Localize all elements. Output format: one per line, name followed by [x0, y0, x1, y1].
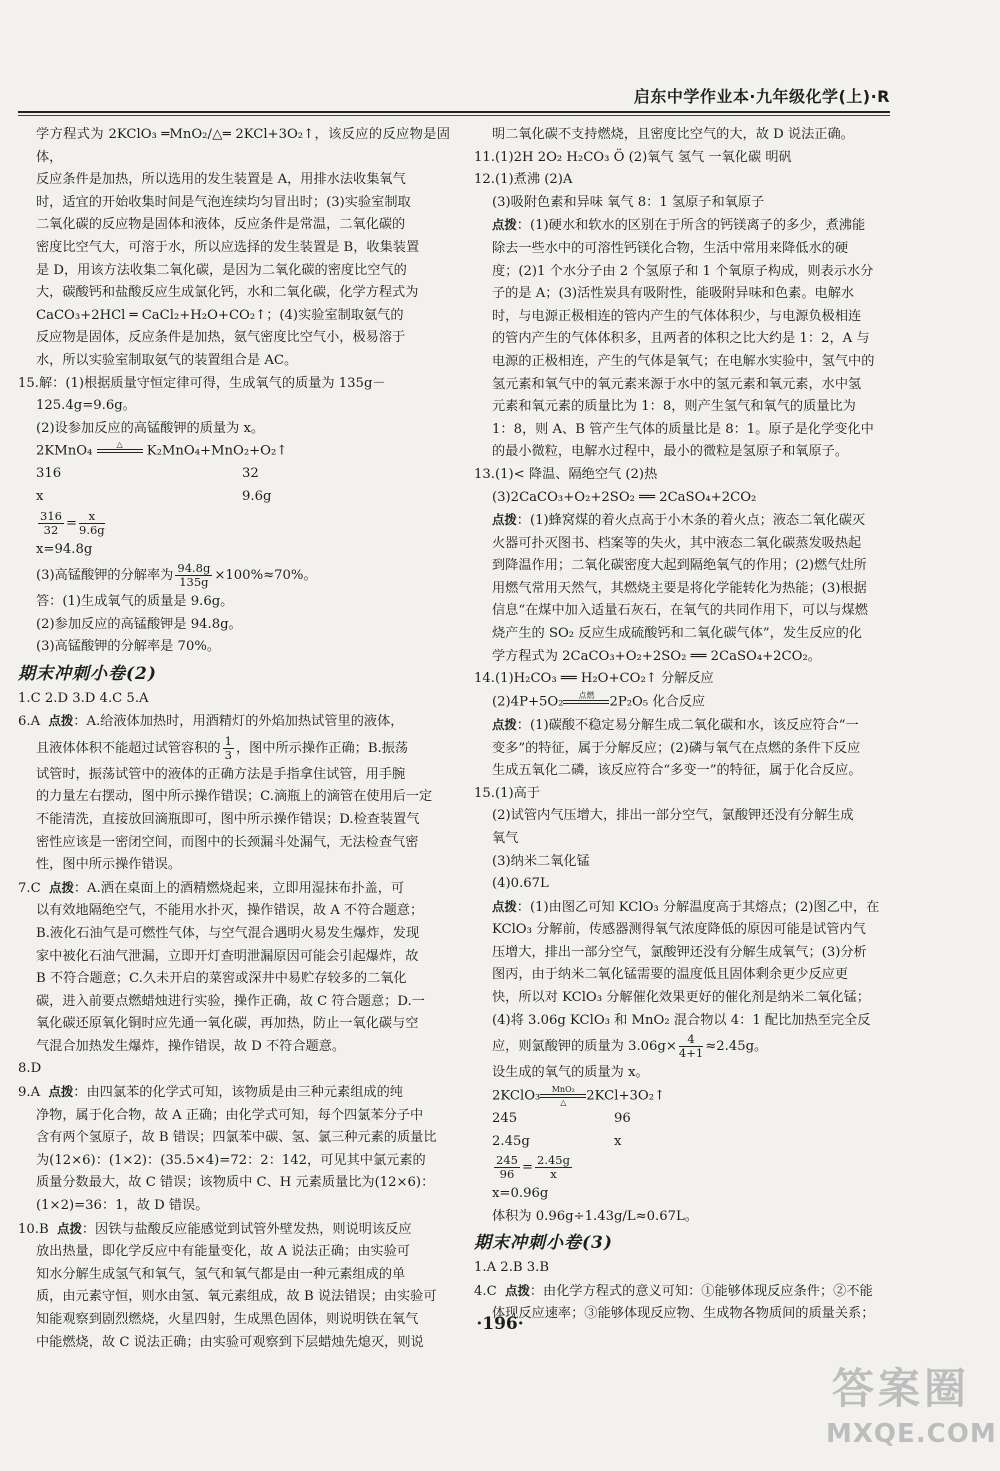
q6-line: 性，图中所示操作错误。 [36, 857, 182, 873]
q13-line: 火器可扑灭图书、档案等的失火，其中液态二氧化碳蒸发吸热起 [492, 535, 862, 551]
q7-line: 碳，进入前要点燃蜡烛进行实验，操作正确，故 C 符合题意；D.一 [36, 993, 425, 1009]
header-rule [18, 111, 890, 113]
q7-line: 7.C 点拨：A.洒在桌面上的酒精燃烧起来，立即用湿抹布扑盖，可 [18, 879, 405, 896]
q15r-values: 2.45g x [492, 1133, 622, 1149]
section-title: 期末冲刺小卷(3) [474, 1233, 613, 1254]
text-line: 反应条件是加热，所以选用的发生装置是 A，用排水法收集氧气 [36, 172, 406, 188]
q13-line: 用燃气常用天然气，其燃烧主要是将化学能转化为热能；(3)根据 [492, 580, 867, 596]
q10-line: 知水分解生成氢气和氧气，氢气和氧气都是由一种元素组成的单 [36, 1266, 406, 1282]
q4-line: 体现反应速率；③能够体现反应物、生成物各物质间的质量关系； [492, 1306, 875, 1322]
q12-line: 氢元素和氧气中的氧元素来源于水中的氢元素和氧元素，水中氢 [492, 376, 862, 392]
q7-line: B 不符合题意；C.久未开启的菜窖或深井中易贮存较多的二氧化 [36, 971, 407, 987]
q15-line: 15.解：(1)根据质量守恒定律可得，生成氧气的质量为 135g－ [18, 375, 386, 391]
q15r-line: 氧气 [492, 830, 519, 846]
q9-line: 净物，属于化合物，故 A 正确；由化学式可知，每个四氯苯分子中 [36, 1107, 424, 1123]
text-line: 大，碳酸钙和盐酸反应生成氯化钙，水和二氧化碳，化学方程式为 [36, 285, 419, 301]
q15-values: x 9.6g [36, 489, 272, 504]
q15r-line: KClO₃ 分解前，传感器测得氧气浓度降低的原因可能是试管内气 [492, 922, 866, 938]
q15r-result: x=0.96g [492, 1186, 549, 1202]
watermark-url: MXQE.COM [826, 1419, 997, 1449]
q10-line: 10.B 点拨：因铁与盐酸反应能感觉到试管外壁发热，则说明该反应 [18, 1220, 412, 1237]
q13-line: 13.(1)< 降温、隔绝空气 (2)热 [474, 466, 658, 482]
text-line: 反应物是固体，反应条件是加热，氨气密度比空气小，极易溶于 [36, 330, 406, 346]
q12-line: 除去一些水中的可溶性钙镁化合物，生活中常用来降低水的硬 [492, 240, 849, 256]
q14-line: 14.(1)H₂CO₃ ══ H₂O+CO₂↑ 分解反应 [474, 671, 714, 687]
q15r-line: (2)试管内气压增大，排出一部分空气，氯酸钾还没有分解生成 [492, 808, 854, 824]
q15-result: x=94.8g [36, 541, 93, 557]
q9-line: 为(12×6)：(1×2)：(35.5×4)=72：2：142，可见其中氯元素的 [36, 1152, 426, 1168]
left-column [18, 124, 450, 1354]
q9-line: 9.A 点拨：由四氯苯的化学式可知，该物质是由三种元素组成的纯 [18, 1084, 403, 1101]
mc-answers: 1.A 2.B 3.B [474, 1259, 550, 1275]
page-number: ·196· [476, 1314, 524, 1334]
q12-line: 点拨：(1)硬水和软水的区别在于所含的钙镁离子的多少，煮沸能 [492, 217, 866, 234]
q14-line: 变多”的特征，属于分解反应；(2)磷与氧气在点燃的条件下反应 [492, 740, 861, 756]
q15r-line: 设生成的氧气的质量为 x。 [492, 1065, 649, 1081]
q11-line: 11.(1)2H 2O₂ H₂CO₃ Ö (2)氧气 氢气 一氧化碳 明矾 [474, 149, 792, 165]
q6-line: 6.A 点拨：A.给液体加热时，用酒精灯的外焰加热试管里的液体， [18, 713, 404, 730]
q13-line: (3)2CaCO₃+O₂+2SO₂ ══ 2CaSO₄+2CO₂ [492, 489, 757, 505]
q12-line: 12.(1)煮沸 (2)A [474, 172, 573, 188]
q15-rate: (3)高锰酸钾的分解率为 $\frac{94.8g}{135g}$ ×100%≈70%。 [36, 561, 317, 590]
q6-line: 且液体体积不能超过试管容积的 $\frac{1}{3}$ ，图中所示操作正确；B.振荡 [36, 733, 409, 762]
text-line: 学方程式为 2KClO₃ ═MnO₂/△═ 2KCl+3O₂↑，该反应的反应物是固体， [36, 127, 450, 165]
q9-line: 含有两个氢原子，故 B 错误；四氯苯中碳、氢、氯三种元素的质量比 [36, 1130, 437, 1146]
section-title: 期末冲刺小卷(2) [18, 663, 157, 684]
q14-line: 点拨：(1)碳酸不稳定易分解生成二氧化碳和水，该反应符合“一 [492, 716, 859, 733]
q15r-line: 点拨：(1)由图乙可知 KClO₃ 分解温度高于其熔点；(2)图乙中，在 [492, 898, 880, 915]
answer-line: (3)高锰酸钾的分解率是 70%。 [36, 639, 221, 655]
q12-line: 的管内产生的气体体积多，且两者的体积之比大约是 1：2，A 与 [492, 331, 870, 347]
q15-line: (2)设参加反应的高锰酸钾的质量为 x。 [36, 420, 265, 436]
q6-line: 密性应该是一密闭空间，而图中的长颈漏斗处漏气，无法检查气密 [36, 834, 419, 850]
header-rule-thin [18, 115, 890, 116]
q6-line: 不能清洗，直接放回滴瓶即可，图中所示操作错误；D.检查装置气 [36, 811, 420, 827]
q7-line: 家中被化石油气泄漏，立即开灯查明泄漏原因可能会引起爆炸，故 [36, 948, 419, 964]
q12-line: 元素和氧元素的质量比为 1：8，则产生氢气和氧气的质量比为 [492, 399, 856, 415]
q6-line: 的力量左右摆动，图中所示操作错误；C.滴瓶上的滴管在使用后一定 [36, 789, 433, 805]
q15r-volume: 体积为 0.96g÷1.43g/L≈0.67L。 [492, 1208, 698, 1224]
q12-line: 电源的正极相连，产生的气体是氧气；在电解水实验中，氢气中的 [492, 353, 875, 369]
q14-equation: (2)4P+5O₂ 点燃 2P₂O₅ 化合反应 [474, 691, 888, 714]
q15r-line: (3)纳米二氧化锰 [492, 853, 590, 869]
text-line: CaCO₃+2HCl ═ CaCl₂+H₂O+CO₂↑；(4)实验室制取氨气的 [36, 307, 404, 323]
q15r-equation: 2KClO₃ MnO₂ △ 2KCl+3O₂↑ [492, 1084, 666, 1107]
q10-line: 中能燃烧，故 C 说法正确；由实验可观察到下层蜡烛先熄灭，则说 [36, 1334, 424, 1350]
q15-equation: 2KMnO₄ △ K₂MnO₄+MnO₂+O₂↑ [18, 440, 450, 463]
q10-line: 放出热量，即化学反应中有能量变化，故 A 说法正确；由实验可 [36, 1244, 410, 1260]
watermark-logo: 答案圈 [831, 1364, 970, 1413]
q13-line: 烧产生的 SO₂ 反应生成硫酸钙和二氧化碳气体”，发生反应的化 [492, 626, 862, 642]
answer-line: (2)参加反应的高锰酸钾是 94.8g。 [36, 616, 242, 632]
text-line: 时，适宜的开始收集时间是气泡连续均匀冒出时；(3)实验室制取 [36, 194, 411, 210]
right-column [474, 124, 888, 1326]
mc-answers: 1.C 2.D 3.D 4.C 5.A [18, 690, 149, 706]
reaction-arrow: △ [97, 440, 143, 462]
q15r-line: 图丙，由于纳米二氧化锰需要的温度低且固体剩余更少反应更 [492, 967, 849, 983]
reaction-arrow: MnO₂ △ [540, 1085, 586, 1107]
text-line: 明二氧化碳不支持燃烧，且密度比空气的大，故 D 说法正确。 [492, 127, 854, 142]
q12-line: 的最小微粒，电解水过程中，最小的微粒是氢原子和氧原子。 [492, 444, 849, 460]
q14-line: 生成五氧化二磷，该反应符合“多变一”的特征，属于化合反应。 [492, 763, 862, 779]
q15r-proportion: $\frac{245}{96}$ = $\frac{2.45g}{x}$ [496, 1153, 570, 1182]
q15r-line: (4)将 3.06g KClO₃ 和 MnO₂ 混合物以 4：1 配比加热至完全反 [492, 1012, 871, 1028]
q9-line: 质量分数最大，故 C 错误；该物质中 C、H 元素质量比为(12×6)： [36, 1175, 435, 1191]
q9-line: (1×2)=36：1，故 D 错误。 [36, 1198, 209, 1214]
text-line: 水，所以实验室制取氨气的装置组合是 AC。 [36, 352, 298, 368]
q12-line: 子的是 A；(3)活性炭具有吸附性，能吸附异味和色素。电解水 [492, 286, 855, 302]
q6-line: 试管时，振荡试管中的液体的正确方法是手指拿住试管，用手腕 [36, 766, 406, 782]
answer-line: 答：(1)生成氧气的质量是 9.6g。 [36, 594, 234, 610]
q15r-line: (4)0.67L [492, 876, 549, 892]
q10-line: 知能观察到剧烈燃烧，火星四射，生成黑色固体，则说明铁在氧气 [36, 1312, 419, 1327]
q7-line: B.液化石油气是可燃性气体，与空气混合遇明火易发生爆炸，发现 [36, 925, 420, 941]
text-line: 二氧化碳的反应物是固体和液体，反应条件是常温，二氧化碳的 [36, 217, 406, 233]
site-watermark [826, 1361, 997, 1465]
q12-line: (3)吸附色素和异味 氧气 8：1 氢原子和氧原子 [492, 194, 765, 210]
reaction-arrow: 点燃 [563, 691, 609, 713]
q7-line: 以有效地隔绝空气，不能用水扑灭，操作错误，故 A 不符合题意； [36, 903, 424, 919]
q15r-line: 压增大，排出一部分空气，氯酸钾还没有分解生成氧气；(3)分析 [492, 944, 867, 960]
q15r-masses: 245 96 [492, 1110, 631, 1126]
text-line: 密度比空气大，可溶于水，所以应选择的发生装置是 B，收集装置 [36, 239, 420, 255]
q7-line: 氧化碳还原氧化铜时应先通一氧化碳，再加热，防止一氧化碳与空 [36, 1016, 419, 1032]
q15r-line: 快，所以对 KClO₃ 分解催化效果更好的催化剂是纳米二氧化锰； [492, 990, 870, 1006]
q15-line: 125.4g=9.6g。 [36, 398, 136, 414]
q15r-line: 15.(1)高于 [474, 785, 541, 801]
q12-line: 度；(2)1 个水分子由 2 个氢原子和 1 个氧原子构成，则表示水分 [492, 263, 874, 279]
q15-proportion: $\frac{316}{32}$ = $\frac{x}{9.6g}$ [40, 508, 105, 537]
q15-masses: 316 32 [36, 466, 259, 482]
q10-line: 质，由元素守恒，则水由氢、氧元素组成，故 B 说法错误；由实验可 [36, 1289, 437, 1305]
q4-line: 4.C 点拨：由化学方程式的意义可知：①能够体现反应条件；②不能 [474, 1282, 873, 1299]
running-header: 启东中学作业本·九年级化学(上)·R [633, 87, 890, 106]
q7-line: 气混合加热发生爆炸，操作错误，故 D 不符合题意。 [36, 1038, 346, 1054]
q13-line: 信息“在煤中加入适量石灰石，在氧气的共同作用下，可以与煤燃 [492, 603, 868, 619]
q15r-line: 应，则氯酸钾的质量为 3.06g× $\frac{4}{4+1}$ ≈2.45g。 [492, 1032, 768, 1061]
q12-line: 时，与电源正极相连的管内产生的气体体积少，与电源负极相连 [492, 308, 862, 324]
q13-line: 学方程式为 2CaCO₃+O₂+2SO₂ ══ 2CaSO₄+2CO₂。 [492, 648, 821, 664]
q13-line: 点拨：(1)蜂窝煤的着火点高于小木条的着火点；液态二氧化碳灭 [492, 512, 866, 529]
q8-line: 8.D [18, 1061, 42, 1077]
q13-line: 到降温作用；二氧化碳密度大起到隔绝氧气的作用；(2)燃气灶所 [492, 558, 867, 574]
q12-line: 1：8，则 A、B 管产生气体的质量比是 8：1。原子是化学变化中 [492, 421, 874, 437]
text-line: 是 D，用该方法收集二氧化碳，是因为二氧化碳的密度比空气的 [36, 262, 407, 278]
